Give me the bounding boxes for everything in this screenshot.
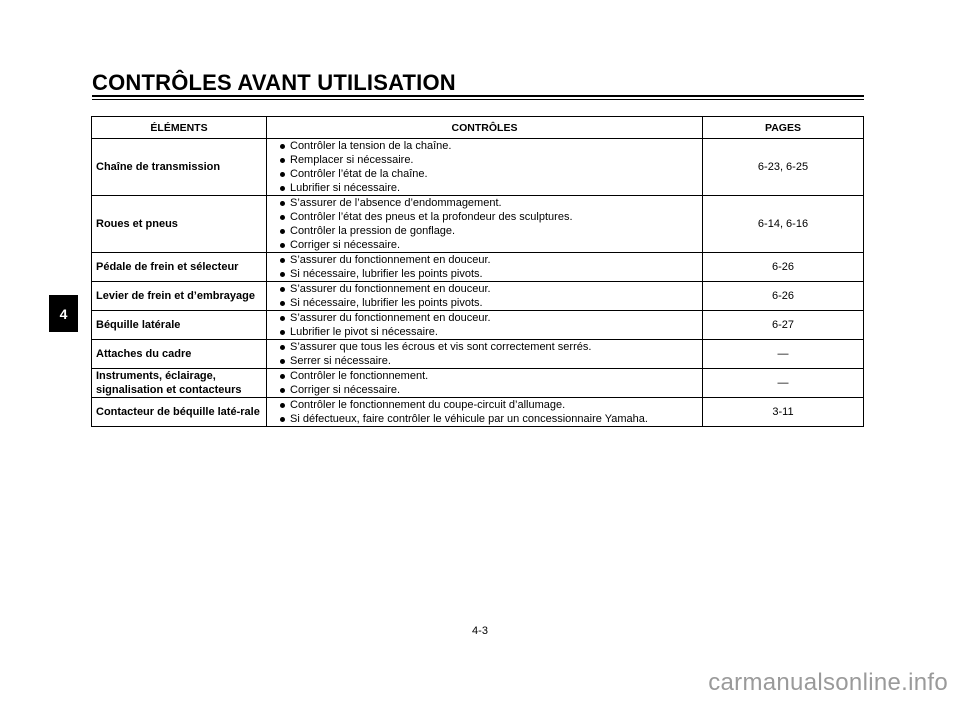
checks-table <box>91 116 864 427</box>
table-row <box>92 340 864 369</box>
check-item: Corriger si nécessaire. <box>279 238 698 252</box>
page-title: CONTRÔLES AVANT UTILISATION <box>92 70 456 95</box>
title-rule-thin <box>92 99 864 100</box>
pages-cell: — <box>703 340 864 369</box>
item-cell: Roues et pneus <box>92 196 267 253</box>
check-item: Remplacer si nécessaire. <box>279 153 698 167</box>
check-item: Serrer si nécessaire. <box>279 354 698 368</box>
title-rule-thick <box>92 95 864 97</box>
checks-cell <box>267 253 703 282</box>
table-row <box>92 369 864 398</box>
header-pages: PAGES <box>703 117 864 139</box>
pages-cell: — <box>703 369 864 398</box>
header-controls: CONTRÔLES <box>267 117 703 139</box>
check-item: Corriger si nécessaire. <box>279 383 698 397</box>
pages-cell: 6-14, 6-16 <box>703 196 864 253</box>
check-item: S’assurer du fonctionnement en douceur. <box>279 253 698 267</box>
pages-cell: 6-27 <box>703 311 864 340</box>
check-item: S’assurer de l’absence d’endommagement. <box>279 196 698 210</box>
page-number: 4-3 <box>472 625 488 637</box>
item-cell: Contacteur de béquille laté-rale <box>92 398 267 427</box>
pages-cell: 6-23, 6-25 <box>703 139 864 196</box>
check-item: Si nécessaire, lubrifier les points pivots. <box>279 267 698 281</box>
checks-cell <box>267 311 703 340</box>
table-row <box>92 398 864 427</box>
check-item: Lubrifier si nécessaire. <box>279 181 698 195</box>
item-cell: Levier de frein et d’embrayage <box>92 282 267 311</box>
item-cell: Instruments, éclairage, signalisation et contacteurs <box>92 369 267 398</box>
watermark: carmanualsonline.info <box>708 669 948 696</box>
check-item: Contrôler l’état de la chaîne. <box>279 167 698 181</box>
item-cell: Pédale de frein et sélecteur <box>92 253 267 282</box>
check-item: Lubrifier le pivot si nécessaire. <box>279 325 698 339</box>
checks-cell <box>267 139 703 196</box>
check-item: Contrôler l’état des pneus et la profondeur des sculptures. <box>279 210 698 224</box>
item-cell: Chaîne de transmission <box>92 139 267 196</box>
table-row <box>92 311 864 340</box>
pages-cell: 6-26 <box>703 253 864 282</box>
check-item: Contrôler la pression de gonflage. <box>279 224 698 238</box>
check-item: Contrôler la tension de la chaîne. <box>279 139 698 153</box>
check-item: S’assurer du fonctionnement en douceur. <box>279 282 698 296</box>
checks-cell <box>267 282 703 311</box>
item-cell: Béquille latérale <box>92 311 267 340</box>
check-item: Contrôler le fonctionnement. <box>279 369 698 383</box>
table-row <box>92 139 864 196</box>
checks-cell <box>267 369 703 398</box>
pages-cell: 6-26 <box>703 282 864 311</box>
check-item: Si nécessaire, lubrifier les points pivots. <box>279 296 698 310</box>
check-item: Si défectueux, faire contrôler le véhicule par un concessionnaire Yamaha. <box>279 412 698 426</box>
table-row <box>92 253 864 282</box>
checks-cell <box>267 398 703 427</box>
table-header-row <box>92 117 864 139</box>
check-item: S’assurer que tous les écrous et vis sont correctement serrés. <box>279 340 698 354</box>
check-item: S’assurer du fonctionnement en douceur. <box>279 311 698 325</box>
pages-cell: 3-11 <box>703 398 864 427</box>
checks-cell <box>267 196 703 253</box>
checks-cell <box>267 340 703 369</box>
check-item: Contrôler le fonctionnement du coupe-circuit d’allumage. <box>279 398 698 412</box>
table-row <box>92 282 864 311</box>
item-cell: Attaches du cadre <box>92 340 267 369</box>
table-row <box>92 196 864 253</box>
chapter-tab: 4 <box>49 295 78 332</box>
header-elements: ÉLÉMENTS <box>92 117 267 139</box>
